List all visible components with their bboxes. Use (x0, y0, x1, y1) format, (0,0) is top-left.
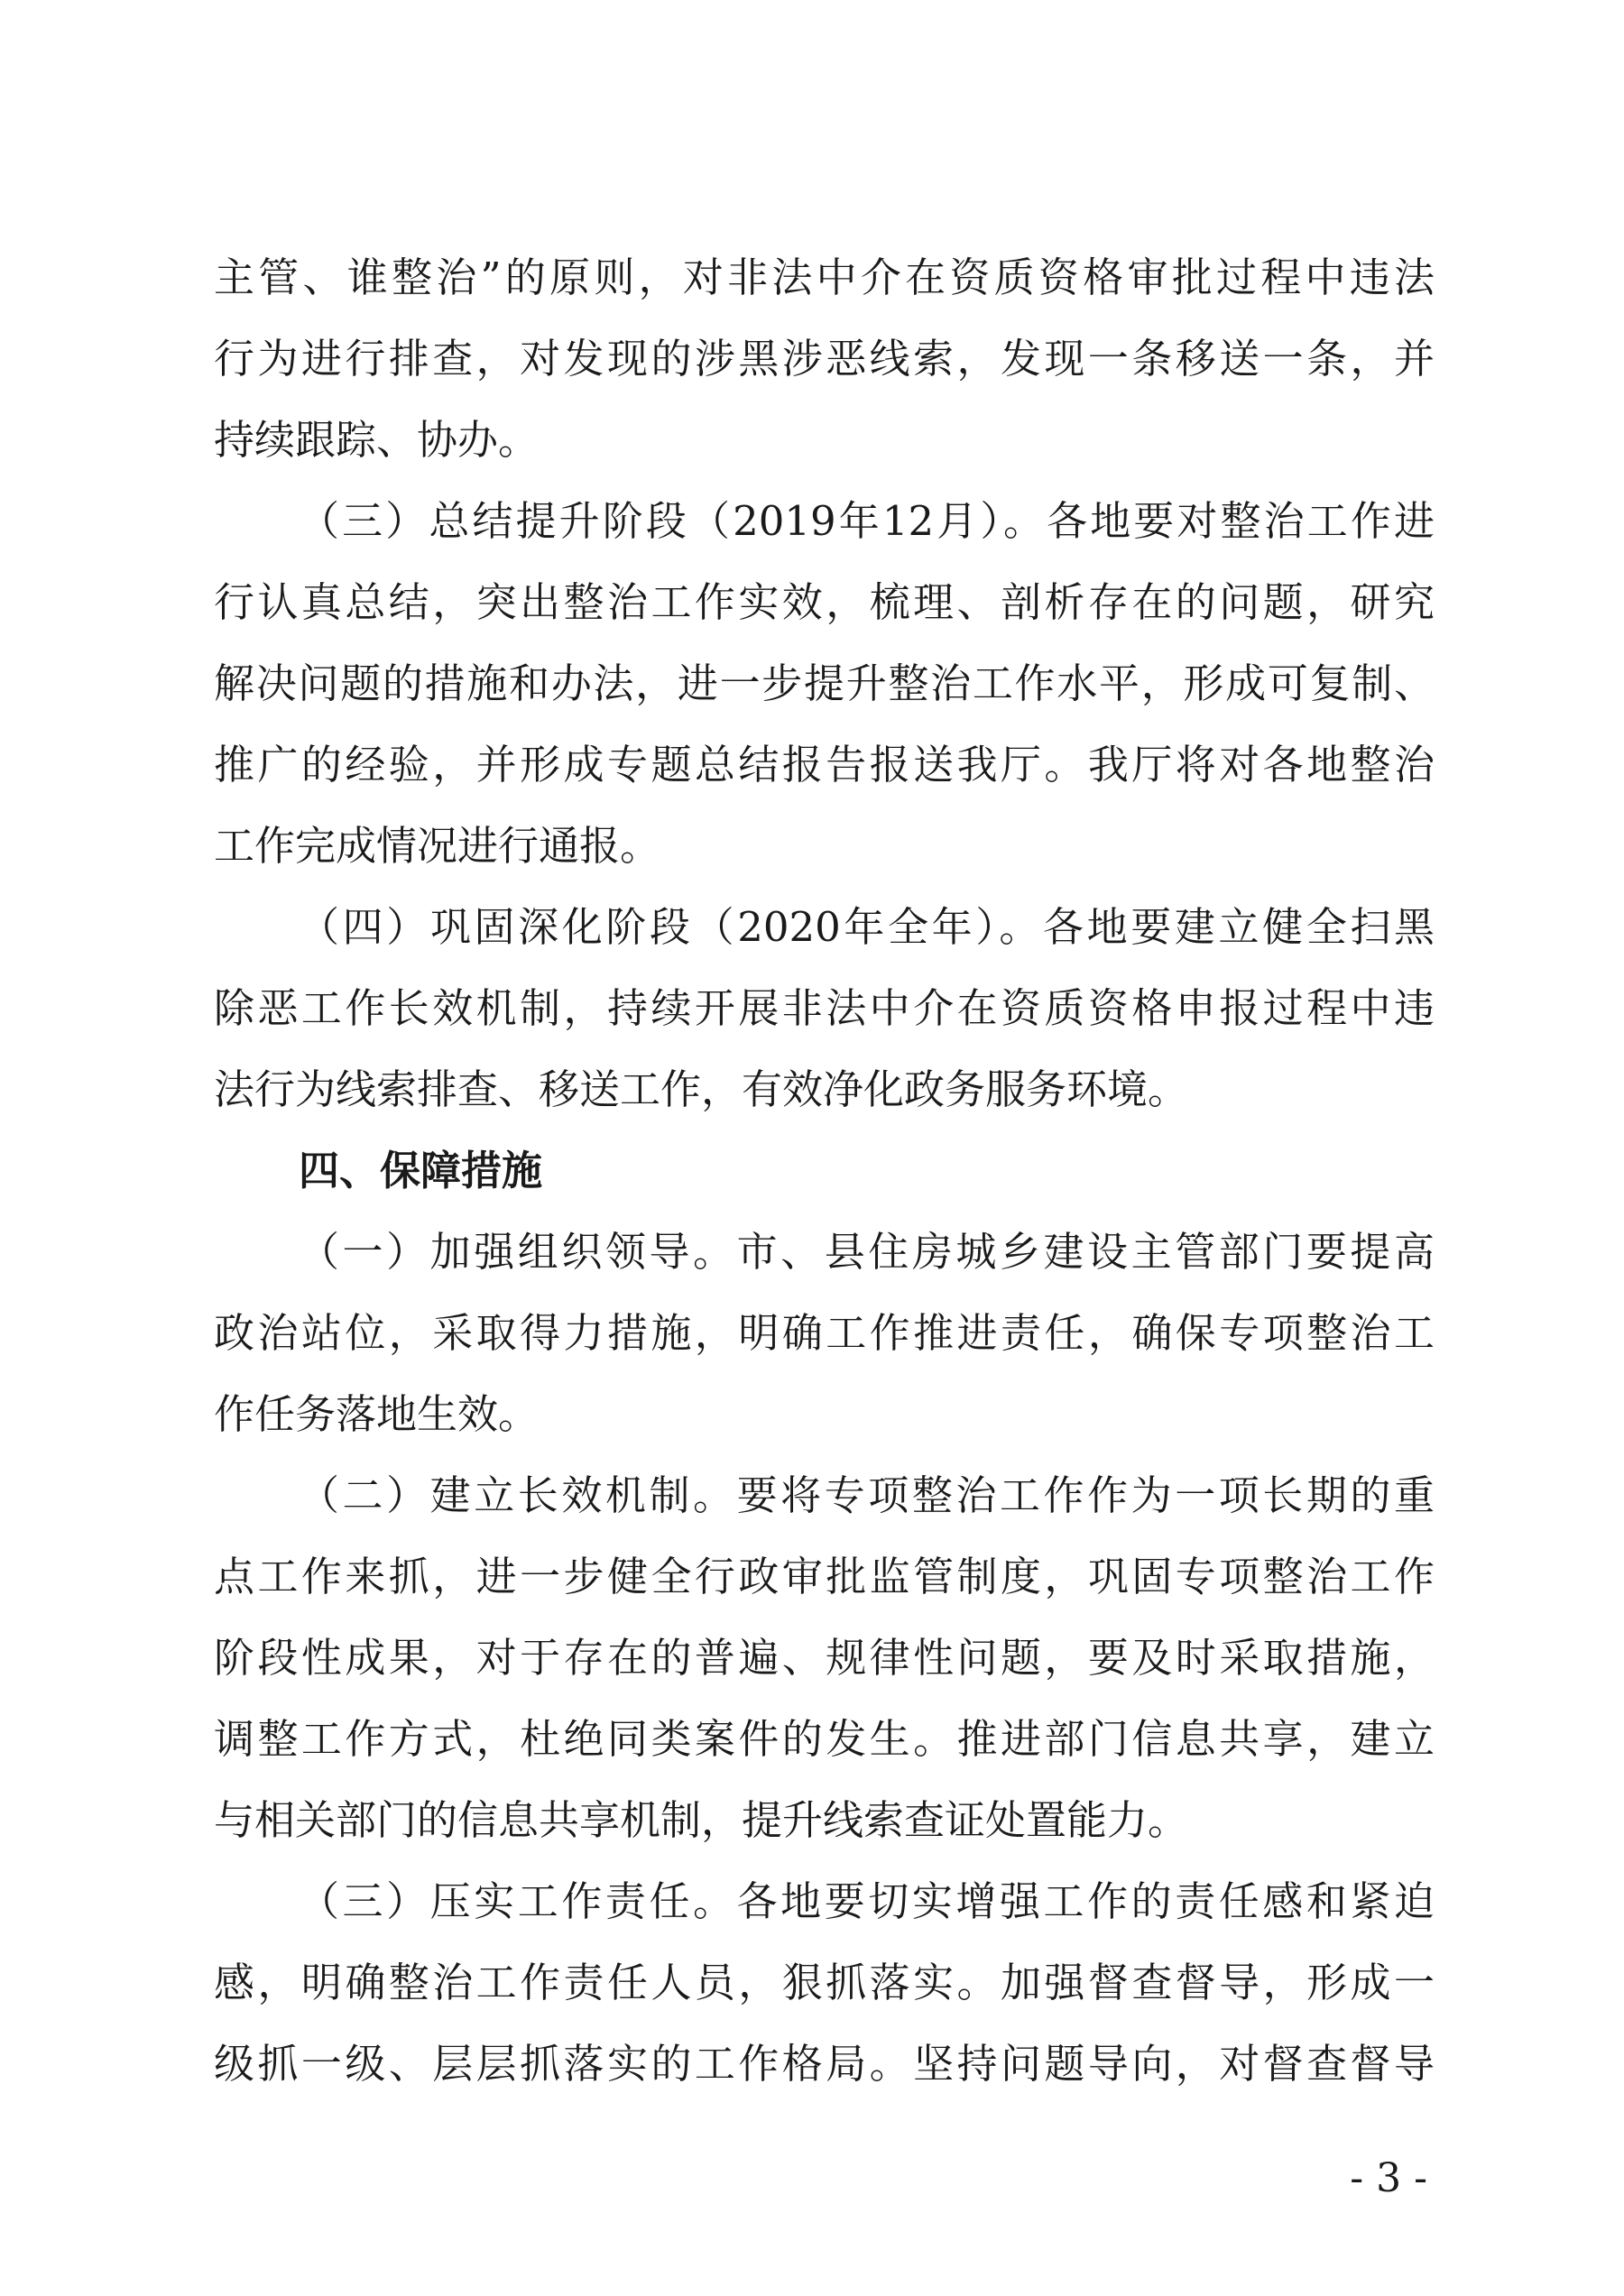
text-line: 行认真总结，突出整治工作实效，梳理、剖析存在的问题，研究 (214, 578, 1435, 626)
section-heading-leadership: （一）加强组织领导。市、县住房城乡建设主管部门要提高 (299, 1228, 1435, 1276)
text-line: 推广的经验，并形成专题总结报告报送我厅。我厅将对各地整治 (214, 741, 1435, 788)
page-number: - 3 - (1350, 2155, 1427, 2201)
section-heading-summary: （三）总结提升阶段（2019年12月）。各地要对整治工作进 (299, 497, 1435, 545)
text-line: 感，明确整治工作责任人员，狠抓落实。加强督查督导，形成一 (214, 1959, 1435, 2006)
text-line: 法行为线索排查、移送工作，有效净化政务服务环境。 (214, 1065, 1189, 1113)
section-heading-responsibility: （三）压实工作责任。各地要切实增强工作的责任感和紧迫 (299, 1877, 1435, 1925)
section-heading-mechanism: （二）建立长效机制。要将专项整治工作作为一项长期的重 (299, 1471, 1435, 1519)
text-line: 点工作来抓，进一步健全行政审批监管制度，巩固专项整治工作 (214, 1553, 1435, 1600)
text-line: 除恶工作长效机制，持续开展非法中介在资质资格申报过程中违 (214, 984, 1435, 1032)
text-line: 作任务落地生效。 (214, 1390, 540, 1438)
text-line: 主管、谁整治”的原则，对非法中介在资质资格审批过程中违法 (214, 254, 1435, 301)
text-line: 调整工作方式，杜绝同类案件的发生。推进部门信息共享，建立 (214, 1715, 1435, 1763)
text-line: 阶段性成果，对于存在的普遍、规律性问题，要及时采取措施， (214, 1634, 1435, 1682)
text-line: 解决问题的措施和办法，进一步提升整治工作水平，形成可复制、 (214, 659, 1435, 707)
text-line: 持续跟踪、协办。 (214, 416, 540, 464)
text-line: 行为进行排查，对发现的涉黑涉恶线索，发现一条移送一条，并 (214, 335, 1435, 383)
text-line: 工作完成情况进行通报。 (214, 822, 661, 870)
chapter-heading-safeguards: 四、保障措施 (299, 1147, 543, 1194)
section-heading-consolidate: （四）巩固深化阶段（2020年全年）。各地要建立健全扫黑 (299, 903, 1435, 951)
text-line: 政治站位，采取得力措施，明确工作推进责任，确保专项整治工 (214, 1309, 1435, 1357)
text-line: 级抓一级、层层抓落实的工作格局。坚持问题导向，对督查督导 (214, 2040, 1435, 2088)
text-line: 与相关部门的信息共享机制，提升线索查证处置能力。 (214, 1796, 1189, 1844)
